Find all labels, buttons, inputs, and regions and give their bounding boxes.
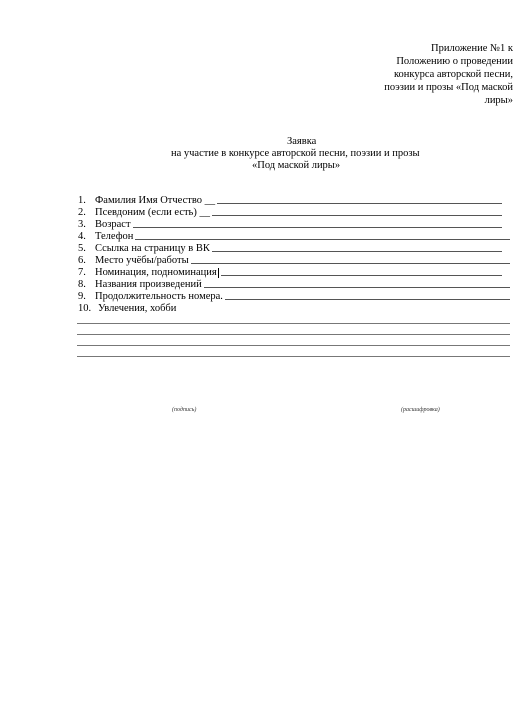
fill-in-line[interactable]: [225, 299, 510, 300]
field-label: Место учёбы/работы: [95, 254, 189, 266]
application-form: [78, 194, 510, 314]
field-number: 1.: [78, 194, 86, 206]
fill-in-line[interactable]: [77, 313, 510, 324]
field-label: Продолжительность номера.: [95, 290, 223, 302]
appendix-line-4: поэзии и прозы «Под маской: [384, 82, 513, 93]
field-number: 9.: [78, 290, 86, 302]
contest-name: «Под маской лиры»: [252, 160, 341, 171]
fill-in-line[interactable]: [204, 287, 510, 288]
field-label: Телефон: [95, 230, 134, 242]
hobbies-fill-area[interactable]: [77, 313, 510, 357]
fill-in-line[interactable]: [212, 215, 502, 216]
form-field-nomination[interactable]: [78, 266, 510, 278]
document-subtitle: на участие в конкурсе авторской песни, поэзии и прозы: [171, 148, 420, 159]
fill-in-line[interactable]: [217, 203, 502, 204]
form-field-pseudonym[interactable]: [78, 206, 510, 218]
appendix-line-5: лиры»: [484, 95, 513, 106]
field-label: Названия произведений: [95, 278, 202, 290]
appendix-line-2: Положению о проведении: [396, 56, 513, 67]
form-field-age[interactable]: [78, 218, 510, 230]
fill-in-line[interactable]: [212, 251, 502, 252]
appendix-line-3: конкурса авторской песни,: [393, 69, 513, 80]
form-field-works[interactable]: [78, 278, 510, 290]
field-label: Возраст: [95, 218, 131, 230]
field-number: 2.: [78, 206, 86, 218]
field-label: Ссылка на страницу в ВК: [95, 242, 210, 254]
field-number: 4.: [78, 230, 86, 242]
text-cursor: [218, 268, 219, 278]
field-label: Псевдоним (если есть) __: [95, 206, 210, 218]
form-field-phone[interactable]: [78, 230, 510, 242]
field-label: Фамилия Имя Отчество __: [95, 194, 216, 206]
signature-decoding-caption: (расшифровка): [401, 407, 440, 413]
form-field-study-work[interactable]: [78, 254, 510, 266]
fill-in-line[interactable]: [77, 346, 510, 357]
fill-in-line[interactable]: [221, 275, 502, 276]
field-number: 10.: [78, 302, 92, 314]
fill-in-line[interactable]: [135, 239, 510, 240]
field-label: Увлечения, хобби: [98, 302, 177, 314]
field-label: Номинация, подноминация: [95, 266, 217, 278]
field-number: 3.: [78, 218, 86, 230]
fill-in-line[interactable]: [133, 227, 502, 228]
form-field-vk-link[interactable]: [78, 242, 510, 254]
document-title: Заявка: [287, 136, 317, 147]
fill-in-line[interactable]: [191, 263, 510, 264]
fill-in-line[interactable]: [77, 335, 510, 346]
fill-in-line[interactable]: [77, 324, 510, 335]
form-field-duration[interactable]: [78, 290, 510, 302]
form-field-full-name[interactable]: [78, 194, 510, 206]
field-number: 8.: [78, 278, 86, 290]
field-number: 7.: [78, 266, 86, 278]
appendix-line-1: Приложение №1 к: [431, 43, 513, 54]
appendix-note: [313, 42, 513, 107]
field-number: 6.: [78, 254, 86, 266]
signature-caption: (подпись): [172, 407, 197, 413]
field-number: 5.: [78, 242, 86, 254]
